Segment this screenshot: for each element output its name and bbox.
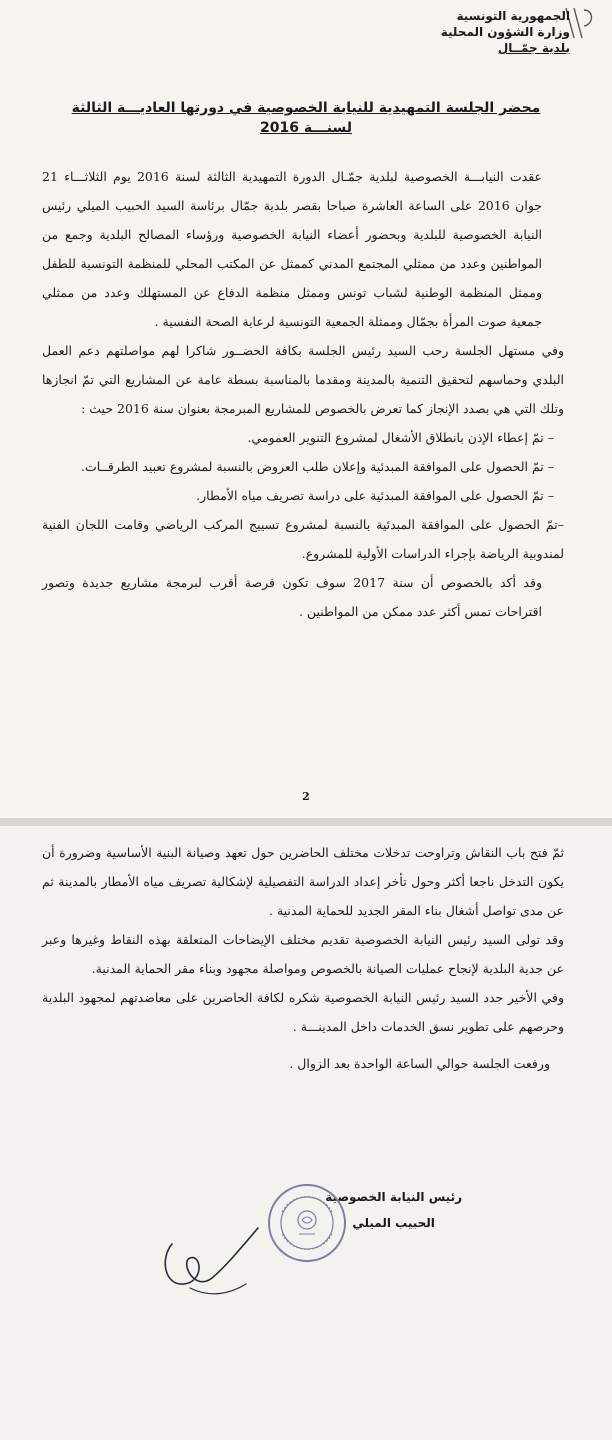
bullet-sports-complex: –تمّ الحصول على الموافقة المبدئية بالنسبة لمشروع تسييج المركب الرياضي وقامت اللجان الفنية لمندوبية الرياضة بإجراء الدراسات الأولية للمشروع.	[42, 517, 564, 561]
paragraph-welcome: وفي مستهل الجلسة رحب السيد رئيس الجلسة بكافة الحضــور شاكرا لهم مواصلتهم دعم العمل البلدي وحماسهم لتحقيق التنمية بالمدينة ومقدما بالمناسبة بسطة عامة عن المشاريع التي تمّ انجازها وتلك التي هي بصدد الإنجاز كما تعرض بالخصوص للمشاريع المبرمجة بعنوان سنة 2016 حيث :	[42, 343, 564, 416]
session-closing: ورفعت الجلسة حوالي الساعة الواحدة بعد الزوال .	[289, 1056, 550, 1071]
letterhead-municipality: بلدية جمّــال	[497, 41, 570, 55]
bullet-roads: – تمّ الحصول على الموافقة المبدئية وإعلان طلب العروض بالنسبة لمشروع تعبيد الطرقــات.	[81, 459, 554, 474]
paragraph-2017-outlook: وقد أكد بالخصوص أن سنة 2017 سوف تكون فرصة أقرب لبرمجة مشاريع جديدة وتصور اقتراحات تمس أكثر عدد ممكن من المواطنين .	[42, 575, 542, 619]
handwritten-signature-icon	[150, 1214, 270, 1304]
signatory-title: رئيس النيابة الخصوصية	[325, 1190, 462, 1204]
document-page-2	[0, 826, 612, 1440]
paragraph-thanks: وفي الأخير جدد السيد رئيس النيابة الخصوصية شكره لكافة الحاضرين على معاضدتهم لمجهود البلدية وحرصهم على تطوير نسق الخدمات داخل المدينـــة .	[42, 990, 564, 1034]
page-number: 2	[302, 790, 310, 803]
signatory-name: الحبيب الميلي	[352, 1216, 435, 1230]
paragraph-opening: عقدت النيابـــة الخصوصية لبلدية جمّـال الدورة التمهيدية الثالثة لسنة 2016 يوم الثلاثـــاء 21 جوان 2016 على الساعة العاشرة صباحا بقصر بلدية جمّال برئاسة السيد الحبيب الميلي رئيس النيابة الخصوصية للبلدية وبحضور أعضاء النيابة الخصوصية ورؤساء المصالح البلدية وجمع من المواطنين وعدد من ممثلي المجتمع المدني كممثل عن المكتب المحلي للمنظمة التونسية للطفل وممثل المنظمة الوطنية لشباب تونس وممثل منظمة الدفاع عن المستهلك وعدد من ممثلي جمعية صوت المرأة بجمّال وممثلة الجمعية التونسية لرعاية الصحة النفسية .	[42, 169, 542, 329]
page-1-body	[42, 162, 564, 626]
official-stamp-icon	[266, 1182, 348, 1264]
title-line-1: محضر الجلسة التمهيدية للنيابة الخصوصية في دورتها العاديـــة الثالثة	[71, 100, 541, 116]
paragraph-clarifications: وقد تولى السيد رئيس النيابة الخصوصية تقديم مختلف الإيضاحات المتعلقة بهذه النقاط وغيرها وعبر عن جدية البلدية لإنجاح عمليات الصيانة بالخصوص ومواصلة مجهود وبناء مقر الحماية المدنية.	[42, 932, 564, 976]
letterhead-republic: الجمهورية التونسية	[456, 9, 570, 23]
bullet-drainage: – تمّ الحصول على الموافقة المبدئية على دراسة تصريف مياه الأمطار.	[196, 488, 554, 503]
bullet-lighting: – تمّ إعطاء الإذن بانطلاق الأشغال لمشروع التنوير العمومي.	[247, 430, 554, 445]
title-line-2: لسنـــة 2016	[260, 120, 352, 136]
page-2-body	[42, 838, 564, 1041]
letterhead-ministry: وزارة الشؤون المحلية	[440, 25, 570, 39]
letterhead	[441, 8, 570, 56]
document-title	[60, 98, 552, 138]
paragraph-discussion: ثمّ فتح باب النقاش وتراوحت تدخلات مختلف الحاضرين حول تعهد وصيانة البنية الأساسية وضرورة أن يكون التدخل ناجعا أكثر وحول تأخر إعداد الدراسة التفصيلية لإشكالية تصريف مياه الأمطار بالمدينة ثم عن مدى تواصل أشغال بناء المقر الجديد للحماية المدنية .	[42, 845, 564, 918]
